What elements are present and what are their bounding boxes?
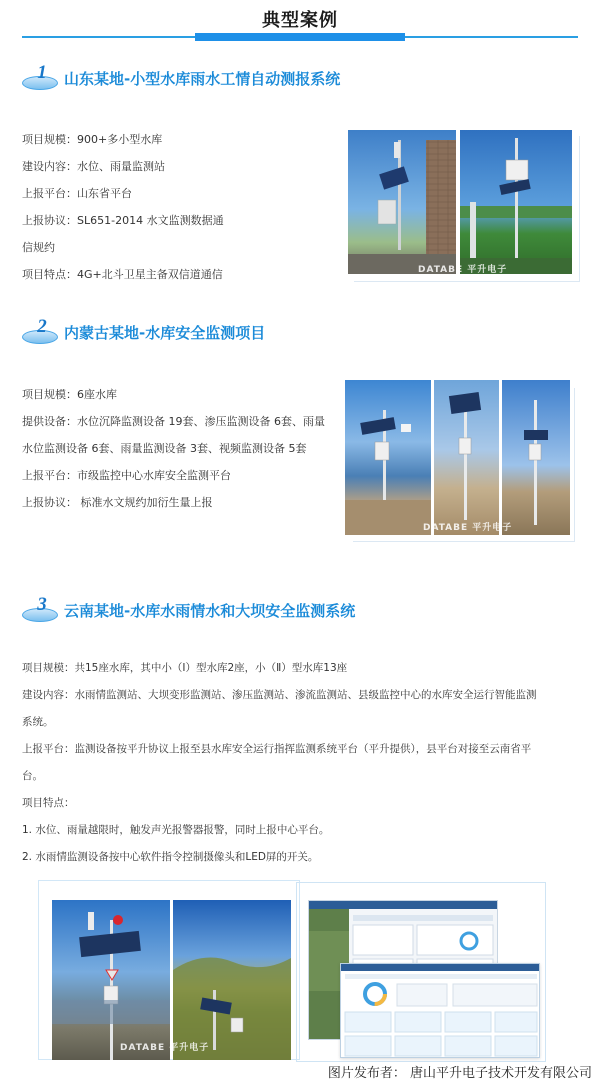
detail-line: 上报平台：山东省平台 [22, 187, 132, 200]
section-2-details [22, 381, 325, 516]
section-title: 山东某地-小型水库雨水工情自动测报系统 [64, 70, 341, 88]
detail-line: 信规约 [22, 241, 55, 254]
station-photo [345, 380, 431, 535]
detail-line: 建设内容：水位、雨量监测站 [22, 160, 165, 173]
detail-line: 项目规模：共15座水库，其中小（Ⅰ）型水库2座，小（Ⅱ）型水库13座 [22, 662, 348, 674]
section-3-details [22, 655, 537, 871]
photo-watermark: DATABE 平升电子 [423, 523, 513, 533]
station-photo [434, 380, 499, 535]
dashboard-screenshot [340, 963, 540, 1058]
detail-line: 项目规模：900+多小型水库 [22, 133, 163, 146]
detail-line: 项目特点： [22, 797, 75, 809]
detail-line: 建设内容：水雨情监测站、大坝变形监测站、渗压监测站、渗流监测站、县级监控中心的水库安全运行智能监测 [22, 689, 537, 701]
station-photo [460, 130, 572, 274]
title-accent-bar [195, 33, 405, 41]
page-title: 典型案例 [262, 10, 338, 31]
detail-line: 项目规模：6座水库 [22, 388, 117, 401]
detail-line: 1. 水位、雨量越限时，触发声光报警器报警，同时上报中心平台。 [22, 824, 330, 836]
station-photo [173, 900, 291, 1060]
photo-watermark: DATABE 平升电子 [120, 1043, 210, 1053]
detail-line: 台。 [22, 770, 43, 782]
section-1-photos [348, 130, 578, 280]
section-3-heading [22, 594, 582, 628]
number-badge-icon: 3 [22, 598, 58, 624]
detail-line: 提供设备：水位沉降监测设备 19套、渗压监测设备 6套、雨量 [22, 415, 325, 428]
section-title: 内蒙古某地-水库安全监测项目 [64, 324, 266, 342]
section-1-details [22, 126, 224, 288]
publisher-caption: 图片发布者： 唐山平升电子技术开发有限公司 [327, 1066, 592, 1081]
detail-line: 项目特点：4G+北斗卫星主备双信道通信 [22, 268, 223, 281]
detail-line: 水位监测设备 6套、雨量监测设备 3套、视频监测设备 5套 [22, 442, 307, 455]
section-1-heading [22, 62, 582, 96]
detail-line: 上报平台：市级监控中心水库安全监测平台 [22, 469, 231, 482]
detail-line: 上报协议： 标准水文规约加衍生量上报 [22, 496, 213, 509]
station-photo [502, 380, 570, 535]
detail-line: 系统。 [22, 716, 54, 728]
detail-line: 上报平台：监测设备按平升协议上报至县水库安全运行指挥监测系统平台（平升提供），县平台对接至云南省平 [22, 743, 532, 755]
number-badge-icon: 2 [22, 320, 58, 346]
station-photo [52, 900, 170, 1060]
station-photo [348, 130, 456, 274]
photo-watermark: DATABE 平升电子 [418, 265, 508, 275]
section-title: 云南某地-水库水雨情水和大坝安全监测系统 [64, 602, 356, 620]
number-badge-icon: 1 [22, 66, 58, 92]
detail-line: 2. 水雨情监测设备按中心软件指令控制摄像头和LED屏的开关。 [22, 851, 319, 863]
section-2-photos [345, 380, 575, 542]
section-2-heading [22, 316, 582, 350]
detail-line: 上报协议：SL651-2014 水文监测数据通 [22, 214, 224, 227]
